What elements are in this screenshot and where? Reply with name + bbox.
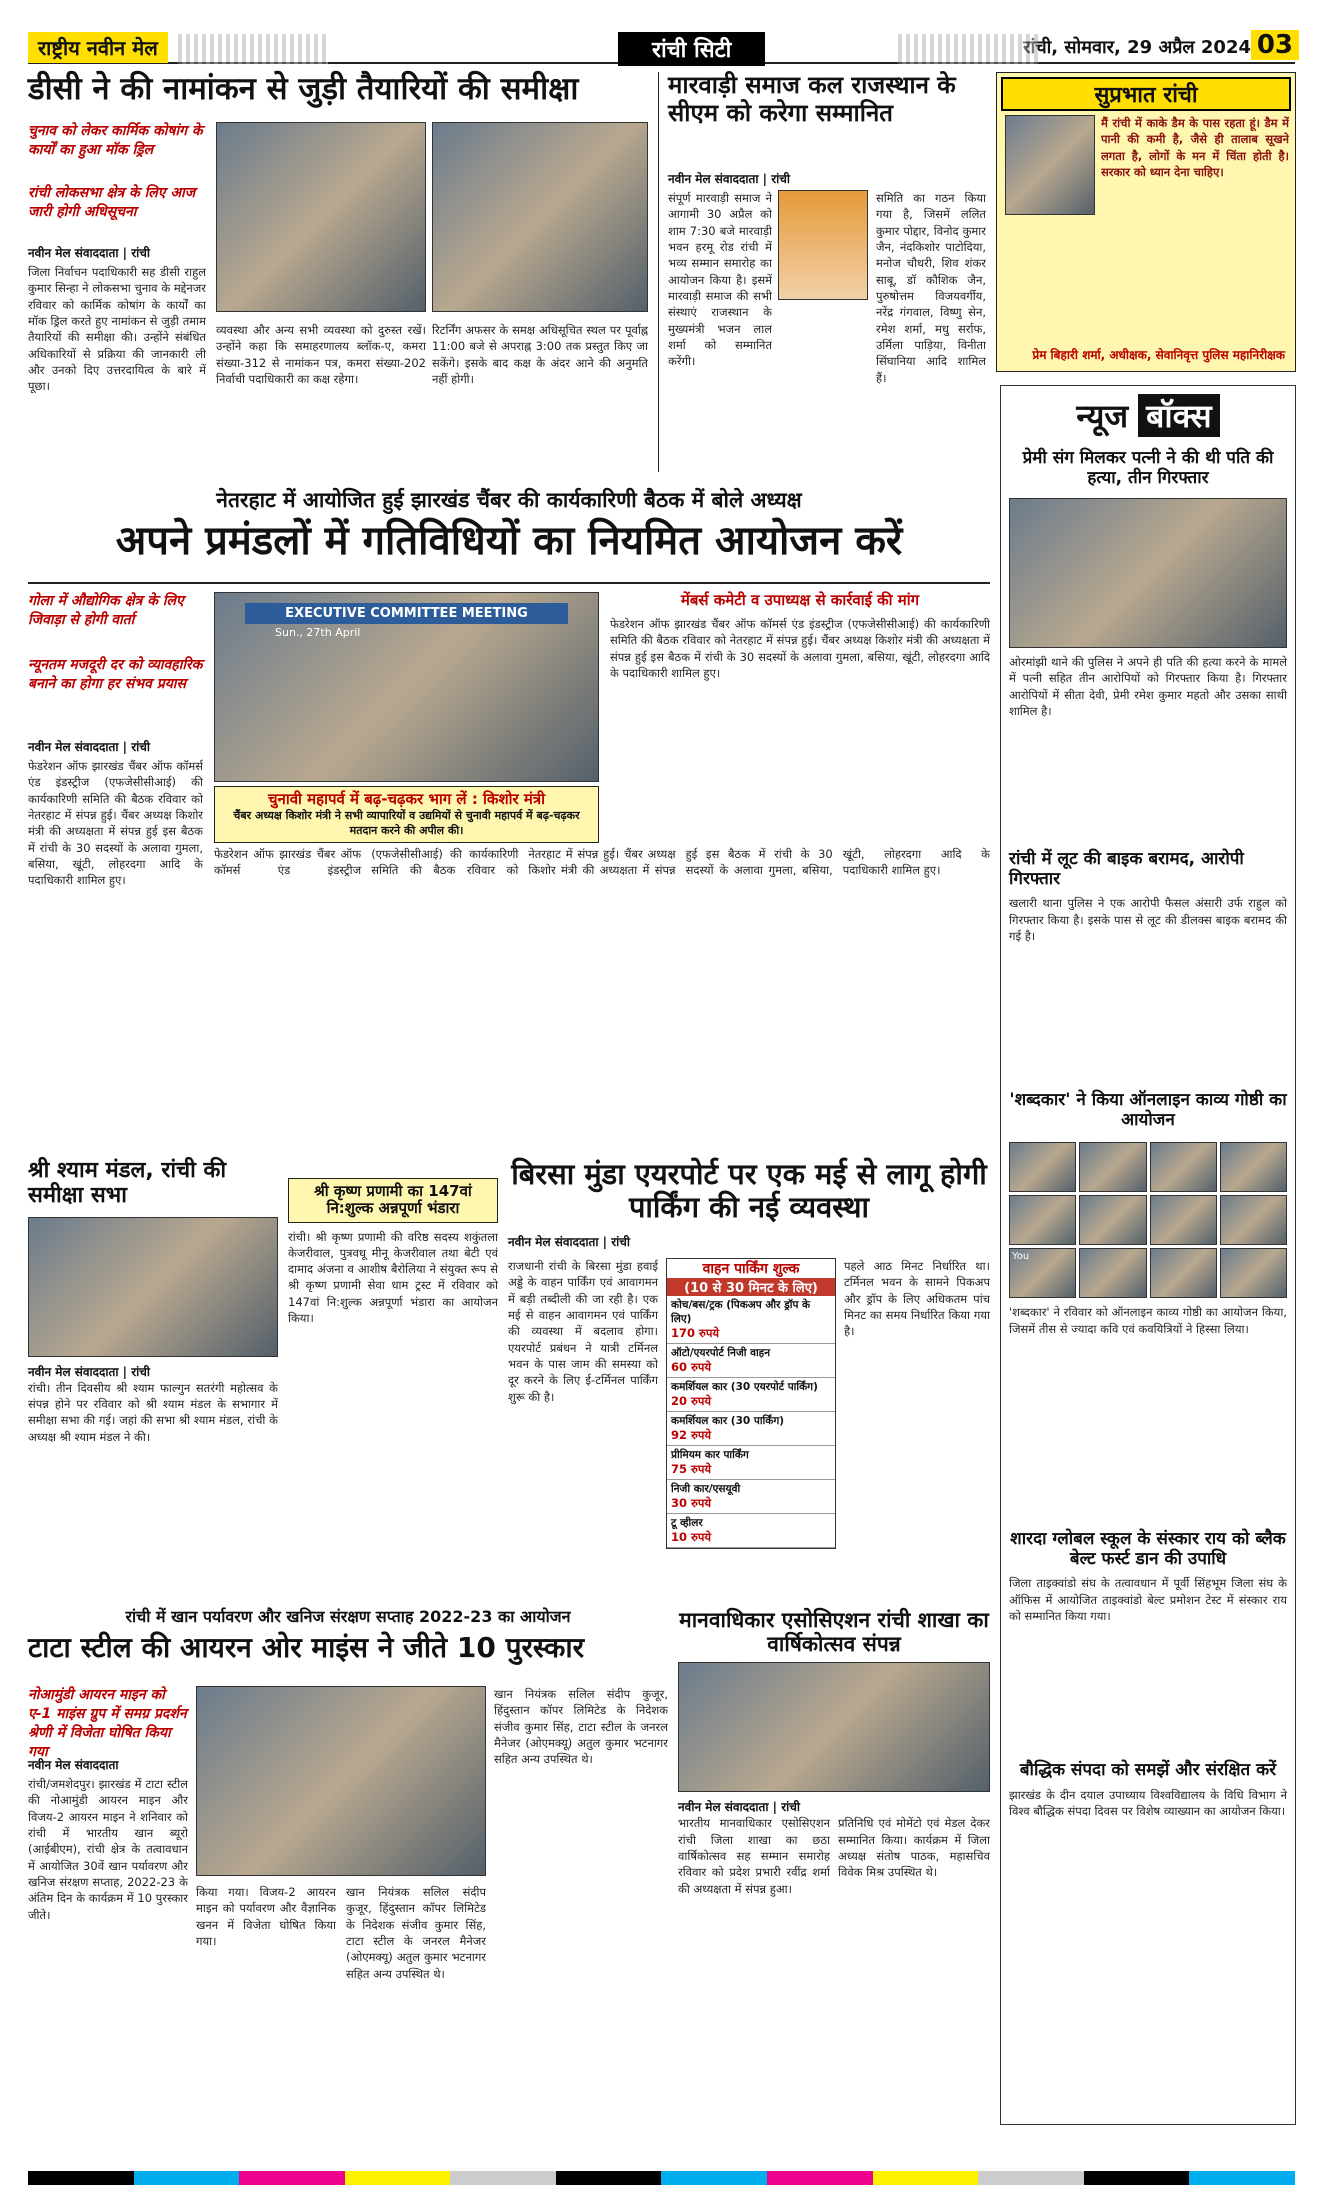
meeting-photo: [214, 592, 599, 782]
article-body: राजधानी रांची के बिरसा मुंडा हवाई अड्डे के वाहन पार्किंग एवं आवागमन में बड़ी तब्दीली की जा रही है। एक मई से वाहन आवागमन एवं पार्किंग की व्यवस्था में बदलाव होगा। एयरपोर्ट प्रबंधन ने यात्री टर्मिनल भवन के पास जाम की समस्या को दूर करने के लिए ई-टर्मिनल पार्किंग शुरू की है।: [508, 1259, 658, 1404]
fee-row: [667, 1296, 835, 1344]
article-body: रांची। तीन दिवसीय श्री श्याम फाल्गुन सतरंगी महोत्सव के संपन्न होने पर रविवार को श्री श्याम मंडल के सभागार में समीक्षा सभा की गई। जहां की सभा श्री श्याम मंडल, रांची के अध्यक्ष श्री श्याम मंडल ने की।: [28, 1380, 278, 1444]
participant-tile: [1220, 1248, 1287, 1298]
fee-row: [667, 1378, 835, 1412]
fee-rows: [667, 1296, 835, 1548]
fee-value: 92 रुपये: [671, 1428, 712, 1442]
event-photo: [678, 1662, 990, 1792]
column-rule: [658, 72, 659, 472]
news-item-body: ओरमांझी थाने की पुलिस ने अपने ही पति की हत्या करने के मामले में पत्नी सहित तीन आरोपियों को गिरफ्तार किया है। गिरफ्तार आरोपियों में सीता देवी, प्रेमी रमेश कुमार महतो और उसका साथी शामिल है।: [1009, 655, 1287, 719]
article-body: भारतीय मानवाधिकार एसोसिएशन रांची जिला शाखा का छठा वार्षिकोत्सव सह सम्मान समारोह रविवार को प्रदेश प्रभारी रवींद्र शर्मा की अध्यक्षता में संपन्न हुआ।: [678, 1816, 830, 1896]
story-marwari-samaj: [668, 72, 986, 482]
kicker: रांची में खान पर्यावरण और खनिज संरक्षण सप्ताह 2022-23 का आयोजन: [125, 1607, 571, 1626]
news-box-title-a: न्यूज: [1076, 397, 1129, 435]
deck: गोला में औद्योगिक क्षेत्र के लिए जिवाड़ा से होगी वार्ता: [28, 593, 184, 628]
article-body: प्रतिनिधि एवं मोमेंटो एवं मेडल देकर सम्मानित किया। कार्यक्रम में जिला अध्यक्ष संतोष पाठक, महासचिव विवेक मिश्र उपस्थित थे।: [838, 1816, 990, 1880]
headline: डीसी ने की नामांकन से जुड़ी तैयारियों की समीक्षा: [28, 71, 579, 107]
column-body: मैं रांची में काके डैम के पास रहता हूं। डैम में पानी की कमी है, जैसे ही तालाब सूखने लगता है, लोगों के मन में चिंता होती है। सरकार को ध्यान देना चाहिए।: [1101, 116, 1289, 179]
column-author: प्रेम बिहारी शर्मा, अधीक्षक, सेवानिवृत्त पुलिस महानिरीक्षक: [1032, 348, 1285, 362]
fee-value: 30 रुपये: [671, 1496, 712, 1510]
news-item-body: जिला ताइक्वांडो संघ के तत्वावधान में पूर्वी सिंहभूम जिला संघ के ऑफिस में आयोजित ताइक्वांडो बेल्ट प्रमोशन टेस्ट में संस्कार राय को सम्मानित किया गया।: [1009, 1576, 1287, 1624]
caption-headline: चुनावी महापर्व में बढ़-चढ़कर भाग लें : किशोर मंत्री: [267, 790, 546, 808]
fee-row: [667, 1480, 835, 1514]
news-item-headline: प्रेमी संग मिलकर पत्नी ने की थी पति की हत्या, तीन गिरफ्तार: [1022, 448, 1274, 488]
headline: अपने प्रमंडलों में गतिविधियों का नियमित आयोजन करें: [115, 518, 903, 565]
article-columns: [678, 1815, 990, 2085]
byline: नवीन मेल संवाददाता: [28, 1758, 119, 1772]
fee-value: 60 रुपये: [671, 1360, 712, 1374]
news-box-title: [1001, 386, 1295, 445]
article-body: रांची। श्री कृष्ण प्रणामी की वरिष्ठ सदस्य शकुंतला केजरीवाल, पुत्रवधू मीनू केजरीवाल तथा बेटी एवं दामाद अंजना व आशीष बैरोलिया ने संयुक्त रूप से श्री कृष्ण प्रणामी सेवा धाम ट्रस्ट में रविवार को 147वां नि:शुल्क अन्नपूर्णा भंडारा का आयोजन किया।: [288, 1229, 498, 1326]
story-dc-nomination: [28, 72, 648, 482]
award-photo: [196, 1686, 486, 1876]
byline: नवीन मेल संवाददाता | रांची: [668, 172, 790, 186]
byline: नवीन मेल संवाददाता | रांची: [28, 1364, 150, 1379]
parking-fee-table: [666, 1258, 836, 1549]
article-body: जिला निर्वाचन पदाधिकारी सह डीसी राहुल कुमार सिन्हा ने लोकसभा चुनाव के मद्देनजर रविवार को कार्मिक कोषांग के कार्यों का मॉक ड्रिल करते हुए नामांकन से जुड़ी तमाम तैयारियों की समीक्षा की। उन्होंने संबंधित अधिकारियों से प्रक्रिया की जानकारी ली और उनको दिए उत्तरदायित्व के बारे में पूछा।: [28, 265, 206, 394]
brand-title: राष्ट्रीय नवीन मेल: [28, 32, 168, 63]
fee-label: टू व्हीलर: [671, 1517, 703, 1529]
banner-date: Sun., 27th April: [275, 626, 361, 639]
participant-tile: [1009, 1142, 1076, 1192]
participant-tile: [1150, 1142, 1217, 1192]
deck: रांची लोकसभा क्षेत्र के लिए आज जारी होगी अधिसूचना: [28, 185, 196, 220]
headline: बिरसा मुंडा एयरपोर्ट पर एक मई से लागू होगी पार्किंग की नई व्यवस्था: [511, 1157, 987, 1225]
news-item-headline: रांची में लूट की बाइक बरामद, आरोपी गिरफ्तार: [1009, 849, 1244, 889]
story-human-rights: [678, 1608, 990, 2128]
byline: नवीन मेल संवाददाता | रांची: [28, 246, 150, 260]
fee-value: 20 रुपये: [671, 1394, 712, 1408]
table-subtitle: (10 से 30 मिनट के लिए): [667, 1278, 835, 1296]
news-item-headline: बौद्धिक संपदा को समझें और संरक्षित करें: [1019, 1760, 1277, 1781]
article-body: फेडरेशन ऑफ झारखंड चैंबर ऑफ कॉमर्स एंड इंडस्ट्रीज (एफजेसीसीआई) की कार्यकारिणी समिति की बैठक रविवार को नेतरहाट में संपन्न हुई। चैंबर अध्यक्ष किशोर मंत्री की अध्यक्षता में संपन्न हुई इस बैठक में रांची के 30 सदस्यों के अलावा गुमला, बसिया, खूंटी, लोहरदगा आदि के पदाधिकारी शामिल हुए।: [610, 617, 990, 680]
participant-tile: [1079, 1142, 1146, 1192]
news-item-body: झारखंड के दीन दयाल उपाध्याय विश्वविद्यालय के विधि विभाग ने विश्व बौद्धिक संपदा दिवस पर विशेष व्याख्यान का आयोजन किया।: [1009, 1787, 1287, 1819]
participant-tile: [1009, 1195, 1076, 1245]
fee-label: कमर्शियल कार (30 एयरपोर्ट पार्किंग): [671, 1381, 818, 1393]
fee-row: [667, 1514, 835, 1548]
decorative-pattern: [898, 34, 1038, 64]
portrait-photo: [778, 190, 868, 300]
table-title: वाहन पार्किंग शुल्क: [702, 1261, 800, 1277]
story-airport-parking: [508, 1158, 990, 1598]
participant-tile: [1079, 1248, 1146, 1298]
print-registration-bar: [28, 2171, 1295, 2185]
byline: नवीन मेल संवाददाता | रांची: [678, 1800, 800, 1815]
headline: श्री कृष्ण प्रणामी का 147वां नि:शुल्क अन्नपूर्णा भंडारा: [288, 1178, 498, 1223]
participant-label: You: [1012, 1251, 1030, 1263]
fee-row: [667, 1412, 835, 1446]
page-number: 03: [1251, 30, 1299, 60]
subheadline: मेंबर्स कमेटी व उपाध्यक्ष से कार्रवाई की मांग: [680, 591, 920, 609]
byline: नवीन मेल संवाददाता | रांची: [28, 740, 150, 754]
deck: नोआमुंडी आयरन माइन को ए-1 माइंस ग्रुप में समग्र प्रदर्शन श्रेणी में विजेता घोषित किया गया: [28, 1687, 187, 1760]
sidebar-title: सुप्रभात रांची: [1001, 77, 1291, 111]
article-body: संपूर्ण मारवाड़ी समाज ने आगामी 30 अप्रैल को शाम 7:30 बजे मारवाड़ी भवन हरमू रोड रांची में भव्य सम्मान समारोह का आयोजन किया है। इसमें मारवाड़ी समाज की सभी संस्थाएं राजस्थान के मुख्यमंत्री भजन लाल शर्मा को सम्मानित करेंगी।: [668, 191, 772, 369]
section-title: रांची सिटी: [618, 32, 765, 66]
fee-label: कोच/बस/ट्रक (पिकअप और ड्रॉप के लिए): [671, 1299, 811, 1325]
byline: नवीन मेल संवाददाता | रांची: [508, 1234, 630, 1249]
masthead: [28, 32, 1295, 64]
caption-text: चैंबर अध्यक्ष किशोर मंत्री ने सभी व्यापारियों व उद्यमियों से चुनावी महापर्व में बढ़-चढ़कर मतदान करने की अपील की।: [233, 809, 580, 838]
participant-tile: [1079, 1195, 1146, 1245]
story-shyam-mandal: [28, 1158, 278, 1598]
participant-tile: [1150, 1248, 1217, 1298]
headline: श्री श्याम मंडल, रांची की समीक्षा सभा: [28, 1158, 227, 1209]
article-body: व्यवस्था और अन्य सभी व्यवस्था को दुरुस्त रखें। उन्होंने कहा कि समाहरणालय ब्लॉक-ए, कमरा संख्या-312 से नामांकन पत्र, कमरा संख्या-202 निर्वाची पदाधिकारी का कक्ष रहेगा।: [216, 323, 426, 386]
headline: मानवाधिकार एसोसिएशन रांची शाखा का वार्षिकोत्सव संपन्न: [679, 1608, 989, 1657]
news-item-body: खलारी थाना पुलिस ने एक आरोपी फैसल अंसारी उर्फ राहुल को गिरफ्तार किया है। इसके पास से लूट की डीलक्स बाइक बरामद की गई है।: [1009, 896, 1287, 943]
news-box-sidebar: [1000, 385, 1296, 2125]
story-jharkhand-chamber: [28, 488, 990, 1148]
kicker: नेतरहाट में आयोजित हुई झारखंड चैंबर की कार्यकारिणी बैठक में बोले अध्यक्ष: [216, 488, 802, 512]
fee-label: कमर्शियल कार (30 पार्किंग): [671, 1415, 785, 1427]
author-photo: [1005, 115, 1095, 215]
fee-label: प्रीमियम कार पार्किंग: [671, 1449, 749, 1461]
participant-tile: [1150, 1195, 1217, 1245]
news-photo: [216, 122, 426, 312]
news-photo: [28, 1217, 278, 1357]
fee-value: 10 रुपये: [671, 1530, 712, 1544]
news-photo: [1009, 498, 1287, 648]
story-tata-steel: [28, 1608, 668, 2128]
article-body: पहले आठ मिनट निर्धारित था। टर्मिनल भवन के सामने पिकअप और ड्रॉप के लिए अधिकतम पांच मिनट का समय निर्धारित किया गया है।: [844, 1259, 990, 1339]
fee-label: ऑटो/एयरपोर्ट निजी वाहन: [671, 1347, 771, 1359]
news-box-title-b: बॉक्स: [1138, 394, 1219, 437]
banner-text: EXECUTIVE COMMITTEE MEETING: [245, 603, 568, 624]
participant-tile: [1220, 1195, 1287, 1245]
article-body: रिटर्निंग अफसर के समक्ष अधिसूचित स्थल पर पूर्वाह्न 11:00 बजे से अपराह्न 3:00 तक प्रस्तुत किए जा सकेंगे। इसके बाद कक्ष के अंदर आने की अनुमति नहीं होगी।: [432, 323, 648, 386]
news-item-headline: 'शब्दकार' ने किया ऑनलाइन काव्य गोष्ठी का आयोजन: [1009, 1090, 1287, 1130]
article-body: समिति का गठन किया गया है, जिसमें ललित कुमार पोद्दार, विनोद कुमार जैन, नंदकिशोर पाटोदिया, मनोज चौधरी, शिव शंकर साबू, डॉ कौशिक जैन, पुरुषोत्तम विजयवर्गीय, नरेंद्र गंगवाल, विष्णु सेन, रमेश शर्मा, मधु सर्राफ, उर्मिला पाड़िया, विनीता सिंघानिया आदि शामिल हैं।: [876, 191, 986, 385]
article-body: रांची/जमशेदपुर। झारखंड में टाटा स्टील की नोआमुंडी आयरन माइन और विजय-2 आयरन माइन ने शनिवार को रांची में भारतीय खान ब्यूरो (आईबीएम), रांची क्षेत्र के तत्वावधान में आयोजित 30वें खान पर्यावरण और खनिज संरक्षण सप्ताह, 2022-23 के अंतिम दिन के कार्यक्रम में 10 पुरस्कार जीते।: [28, 1777, 188, 1922]
fee-row: [667, 1344, 835, 1378]
article-body: खान नियंत्रक सलिल संदीप कुजूर, हिंदुस्तान कॉपर लिमिटेड के निदेशक संजीव कुमार सिंह, टाटा स्टील के जनरल मैनेजर (ओएमक्यू) अतुल कुमार भटनागर सहित अन्य उपस्थित थे।: [346, 1885, 486, 1981]
section-rule: [28, 582, 990, 584]
fee-value: 75 रुपये: [671, 1462, 712, 1476]
deck: चुनाव को लेकर कार्मिक कोषांग के कार्यों का हुआ मॉक ड्रिल: [28, 123, 203, 158]
headline: टाटा स्टील की आयरन ओर माइंस ने जीते 10 पुरस्कार: [28, 1631, 585, 1665]
fee-label: निजी कार/एसयूवी: [671, 1483, 741, 1495]
story-krishna-pranami: [288, 1178, 498, 1598]
article-body: किया गया। विजय-2 आयरन माइन को पर्यावरण और वैज्ञानिक खनन में विजेता घोषित किया गया।: [196, 1885, 336, 1948]
fee-value: 170 रुपये: [671, 1326, 720, 1340]
news-item-body: 'शब्दकार' ने रविवार को ऑनलाइन काव्य गोष्ठी का आयोजन किया, जिसमें तीस से ज्यादा कवि एवं कवयित्रियों ने हिस्सा लिया।: [1009, 1305, 1287, 1336]
decorative-pattern: [178, 34, 328, 64]
article-body: फेडरेशन ऑफ झारखंड चैंबर ऑफ कॉमर्स एंड इंडस्ट्रीज (एफजेसीसीआई) की कार्यकारिणी समिति की बैठक रविवार को नेतरहाट में संपन्न हुई। चैंबर अध्यक्ष किशोर मंत्री की अध्यक्षता में संपन्न हुई इस बैठक में रांची के 30 सदस्यों के अलावा गुमला, बसिया, खूंटी, लोहरदगा आदि के पदाधिकारी शामिल हुए।: [214, 847, 990, 878]
news-photo: [432, 122, 648, 312]
photo-caption: [214, 786, 599, 843]
deck: न्यूनतम मजदूरी दर को व्यावहारिक बनाने का होगा हर संभव प्रयास: [28, 657, 203, 692]
article-body: फेडरेशन ऑफ झारखंड चैंबर ऑफ कॉमर्स एंड इंडस्ट्रीज (एफजेसीसीआई) की कार्यकारिणी समिति की बैठक रविवार को नेतरहाट में संपन्न हुई। चैंबर अध्यक्ष किशोर मंत्री की अध्यक्षता में संपन्न हुई इस बैठक में रांची के 30 सदस्यों के अलावा गुमला, बसिया, खूंटी, लोहरदगा आदि के पदाधिकारी शामिल हुए।: [28, 759, 203, 888]
issue-date: रांची, सोमवार, 29 अप्रैल 2024: [1023, 37, 1251, 58]
participant-tile: [1220, 1142, 1287, 1192]
fee-row: [667, 1446, 835, 1480]
article-body: खान नियंत्रक सलिल संदीप कुजूर, हिंदुस्तान कॉपर लिमिटेड के निदेशक संजीव कुमार सिंह, टाटा स्टील के जनरल मैनेजर (ओएमक्यू) अतुल कुमार भटनागर सहित अन्य उपस्थित थे।: [494, 1687, 668, 1767]
sidebar-suprabhat: [996, 72, 1296, 372]
video-call-grid: [1009, 1142, 1287, 1298]
participant-tile: [1009, 1248, 1076, 1298]
news-item-headline: शारदा ग्लोबल स्कूल के संस्कार राय को ब्लैक बेल्ट फर्स्ट डान की उपाधि: [1010, 1529, 1286, 1569]
headline: मारवाड़ी समाज कल राजस्थान के सीएम को करेगा सम्मानित: [668, 71, 956, 127]
